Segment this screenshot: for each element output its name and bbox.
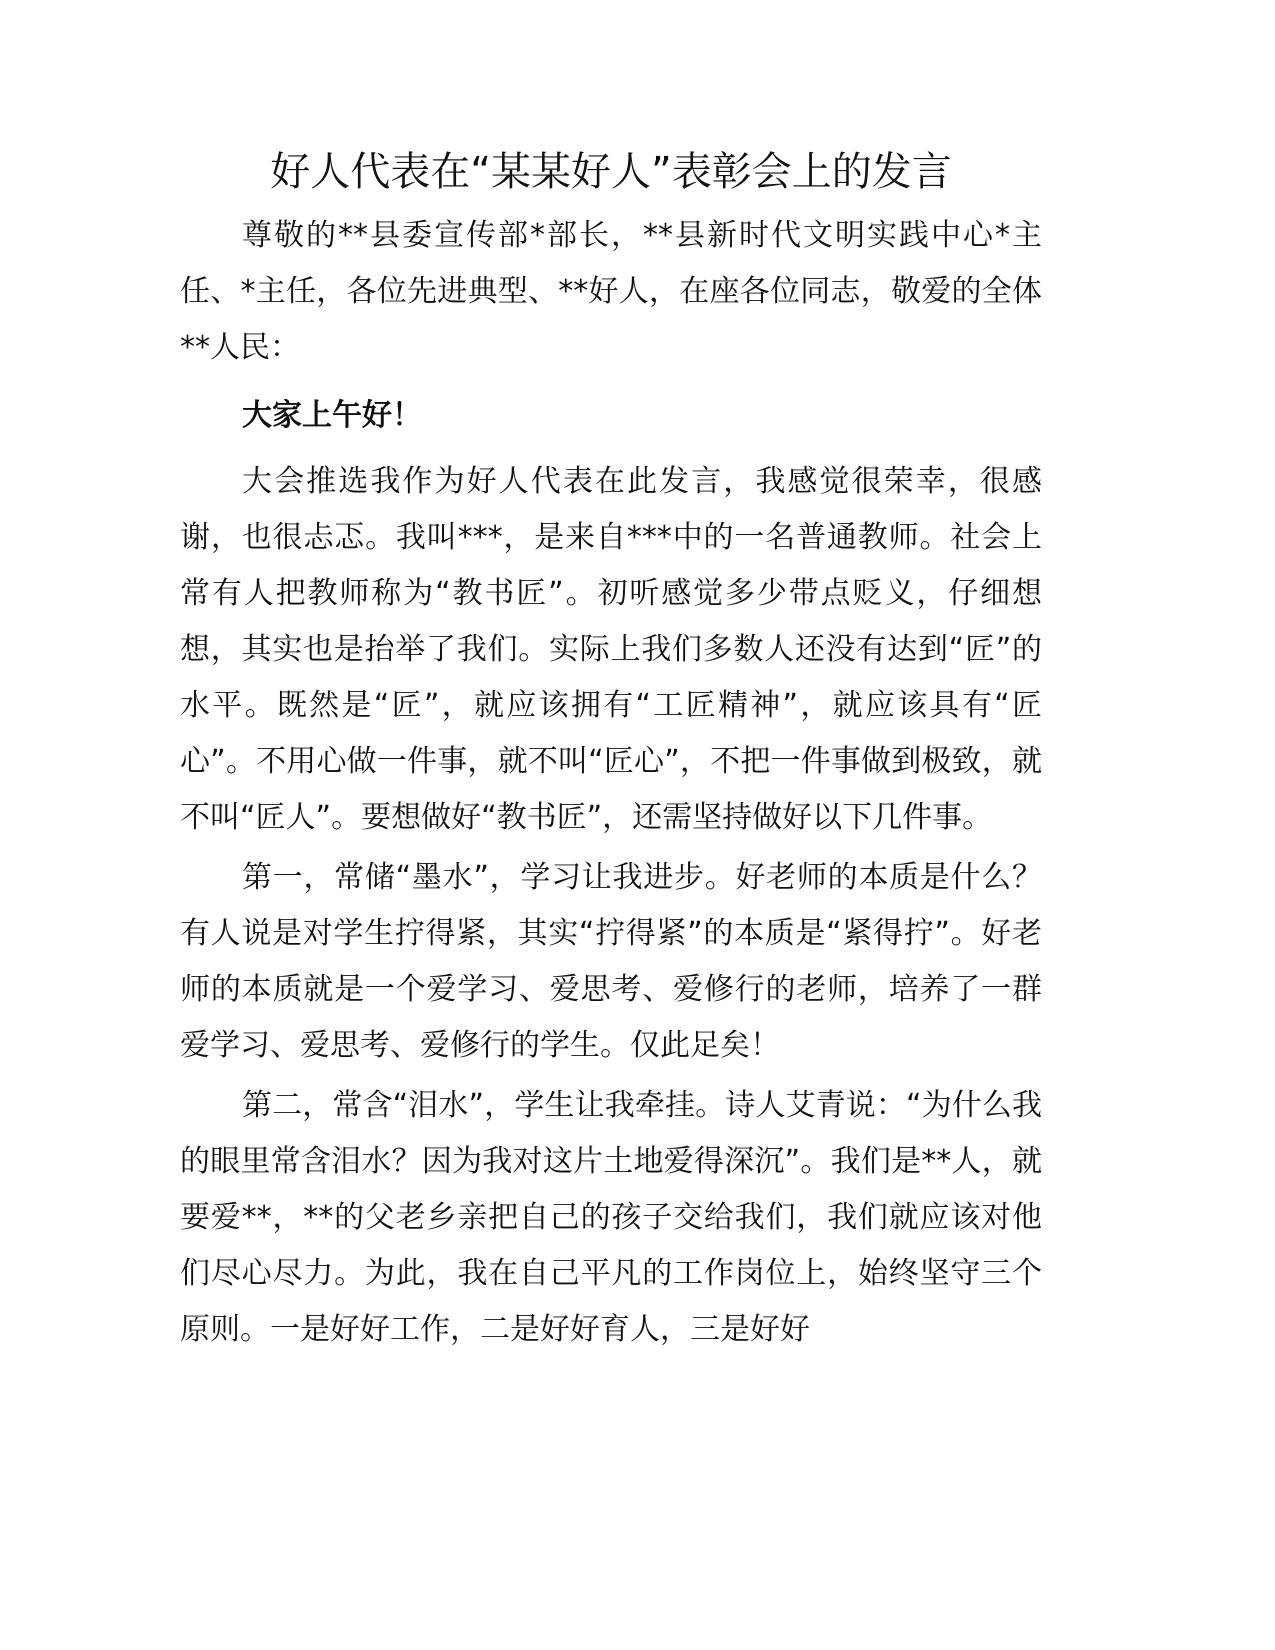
document-title: 好人代表在“某某好人”表彰会上的发言 bbox=[270, 149, 952, 195]
document-body bbox=[180, 136, 1042, 1362]
greeting-paragraph: 大家上午好！ bbox=[242, 398, 422, 433]
salutation-paragraph: 尊敬的**县委宣传部*部长，**县新时代文明实践中心*主任、*主任，各位先进典型、**好人，在座各位同志，敬爱的全体**人民： bbox=[180, 218, 1042, 365]
body-paragraph-second: 第二，常含“泪水”，学生让我牵挂。诗人艾青说：“为什么我的眼里常含泪水？因为我对这片土地爱得深沉”。我们是**人，就要爱**，**的父老乡亲把自己的孩子交给我们，我们就应该对他们尽心尽力。为此，我在自己平凡的工作岗位上，始终坚守三个原则。一是好好工作，二是好好育人，三是好好 bbox=[180, 1088, 1042, 1347]
body-paragraph-intro: 大会推选我作为好人代表在此发言，我感觉很荣幸，很感谢，也很忐忑。我叫***，是来自***中的一名普通教师。社会上常有人把教师称为“教书匠”。初听感觉多少带点贬义，仔细想想，其实也是抬举了我们。实际上我们多数人还没有达到“匠”的水平。既然是“匠”，就应该拥有“工匠精神”，就应该具有“匠心”。不用心做一件事，就不叫“匠心”，不把一件事做到极致，就不叫“匠人”。要想做好“教书匠”，还需坚持做好以下几件事。 bbox=[180, 464, 1042, 835]
body-paragraph-first: 第一，常储“墨水”，学习让我进步。好老师的本质是什么？有人说是对学生拧得紧，其实“拧得紧”的本质是“紧得拧”。好老师的本质就是一个爱学习、爱思考、爱修行的老师，培养了一群爱学习、爱思考、爱修行的学生。仅此足矣！ bbox=[180, 860, 1042, 1063]
